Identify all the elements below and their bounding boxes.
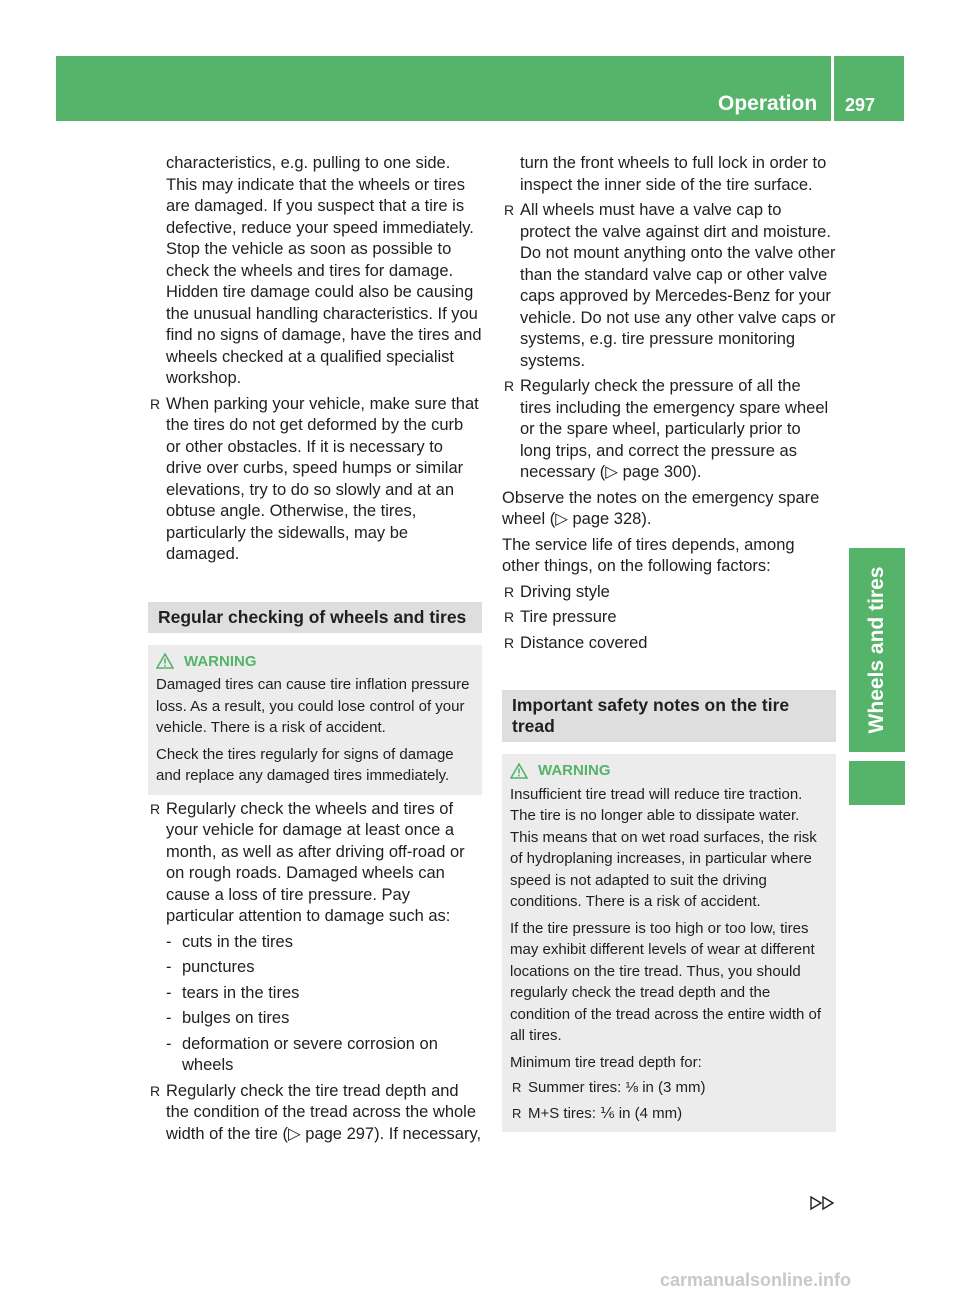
factor-item: R Driving style	[502, 582, 836, 604]
bullet-text: ).	[691, 463, 702, 481]
chapter-tab-label: Wheels and tires	[865, 566, 888, 734]
factor-item: R Distance covered	[502, 633, 836, 655]
factor-list	[502, 582, 836, 655]
damage-item: - punctures	[166, 957, 482, 979]
warning-box	[502, 754, 836, 1132]
bullet-list	[148, 394, 482, 566]
section-heading: Regular checking of wheels and tires	[148, 602, 482, 633]
service-life-paragraph: The service life of tires depends, among other things, on the following factors:	[502, 535, 795, 575]
page-ref-link[interactable]: page 328	[572, 510, 642, 528]
damage-item: - tears in the tires	[166, 983, 482, 1005]
page-ref-link[interactable]: page 300	[622, 463, 692, 481]
intro-line: This may indicate that the wheels or tires are damaged. If you suspect that a tire is defective, reduce your speed immediately.	[166, 175, 474, 237]
warning-label: WARNING	[184, 652, 257, 670]
tread-depth-item: R Summer tires: ⅛ in (3 mm)	[510, 1077, 828, 1099]
left-column	[148, 153, 482, 1145]
right-column	[502, 153, 836, 1132]
bullet-text: Regularly check the wheels and tires of your vehicle for damage at least once a month, as well as after driving off-road or on rough roads. Damaged wheels can cause a loss of tire pressure. Pay particular attention to damage such as:	[166, 799, 465, 925]
continued-arrows-icon	[810, 1196, 836, 1210]
section-heading: Important safety notes on the tire tread	[502, 690, 836, 742]
warning-box	[148, 645, 482, 795]
page-number: 297	[845, 95, 876, 115]
chapter-marker-block	[849, 761, 905, 805]
warning-title	[156, 651, 474, 673]
bullet-list	[502, 200, 836, 484]
intro-line: Stop the vehicle as soon as possible to check the wheels and tires for damage.	[166, 240, 454, 280]
page-ref-arrow-icon: ▷	[287, 1124, 301, 1143]
intro-line: Hidden tire damage could also be causing the unusual handling characteristics. If you find no signs of damage, have the tires and wheels checked at a qualified specialist workshop.	[166, 283, 482, 387]
warning-text: Check the tires regularly for signs of damage and replace any damaged tires immediately.	[156, 745, 454, 784]
observe-paragraph	[502, 488, 836, 531]
bullet-tread	[148, 1081, 482, 1146]
header-divider	[831, 56, 834, 121]
paragraph-text: Observe the notes on the emergency spare wheel (	[502, 488, 820, 528]
bullet-text: ). If necessary,	[374, 1124, 482, 1143]
bullet-parking: R When parking your vehicle, make sure that the tires do not get deformed by the curb or other obstacles. If it is necessary to drive over curbs, speed humps or similar elevations, try to do so slowly and at an obtuse angle. Otherwise, the tires, particularly the sidewalls, may be damaged.	[148, 394, 482, 566]
warning-title	[510, 760, 828, 782]
bullet-text: Regularly check the tire tread depth and the condition of the tread across the whole width of the tire (	[166, 1081, 477, 1143]
warning-triangle-icon	[510, 763, 528, 779]
section-title: Operation	[718, 92, 818, 115]
warning-label: WARNING	[538, 762, 611, 779]
paragraph-text: ).	[641, 510, 652, 528]
page-ref-arrow-icon: ▷	[605, 463, 618, 481]
warning-text: Minimum tire tread depth for:	[510, 1053, 702, 1071]
warning-text: If the tire pressure is too high or too low, tires may exhibit different levels of wear at different locations on the tire tread. Thus, you should regularly check the tread depth and the condition of the tread across the entire width of all tires.	[510, 919, 822, 1044]
tread-depth-list	[510, 1077, 828, 1124]
bullet-valve-cap: R All wheels must have a valve cap to protect the valve against dirt and moisture. Do not mount anything onto the valve other than the standard valve cap or other valve caps approved by Mercedes-Benz for your vehicle. Do not use any other valve caps or systems, e.g. tire pressure monitoring systems.	[502, 200, 836, 372]
page-ref-link[interactable]: page 297	[305, 1124, 375, 1143]
continued-item	[148, 153, 482, 390]
bullet-regular-check	[148, 799, 482, 1077]
warning-triangle-icon	[156, 653, 174, 669]
continued-text: turn the front wheels to full lock in order to inspect the inner side of the tire surface.	[520, 154, 827, 194]
watermark: carmanualsonline.info	[660, 1270, 852, 1290]
intro-line: characteristics, e.g. pulling to one side.	[166, 154, 451, 172]
damage-item: - bulges on tires	[166, 1008, 482, 1030]
tread-depth-item: R M+S tires: ⅙ in (4 mm)	[510, 1103, 828, 1125]
damage-item: - deformation or severe corrosion on wheels	[166, 1034, 482, 1077]
bullet-pressure	[502, 376, 836, 484]
warning-text: Insufficient tire tread will reduce tire traction. The tire is no longer able to dissipate water. This means that on wet road surfaces, the risk of hydroplaning increases, in particular where speed is not adapted to suit the driving conditions. There is a risk of accident.	[510, 785, 817, 910]
warning-text: Damaged tires can cause tire inflation pressure loss. As a result, you could lose control of your vehicle. There is a risk of accident.	[156, 676, 470, 736]
damage-item: - cuts in the tires	[166, 932, 482, 954]
factor-item: R Tire pressure	[502, 607, 836, 629]
damage-list	[166, 932, 482, 1077]
bullet-list	[148, 799, 482, 1146]
bullet-text: Regularly check the pressure of all the tires including the emergency spare wheel or the spare wheel, particularly prior to long trips, and correct the pressure as necessary (	[520, 377, 829, 481]
page-ref-arrow-icon: ▷	[555, 510, 568, 528]
continued-item	[502, 153, 836, 196]
